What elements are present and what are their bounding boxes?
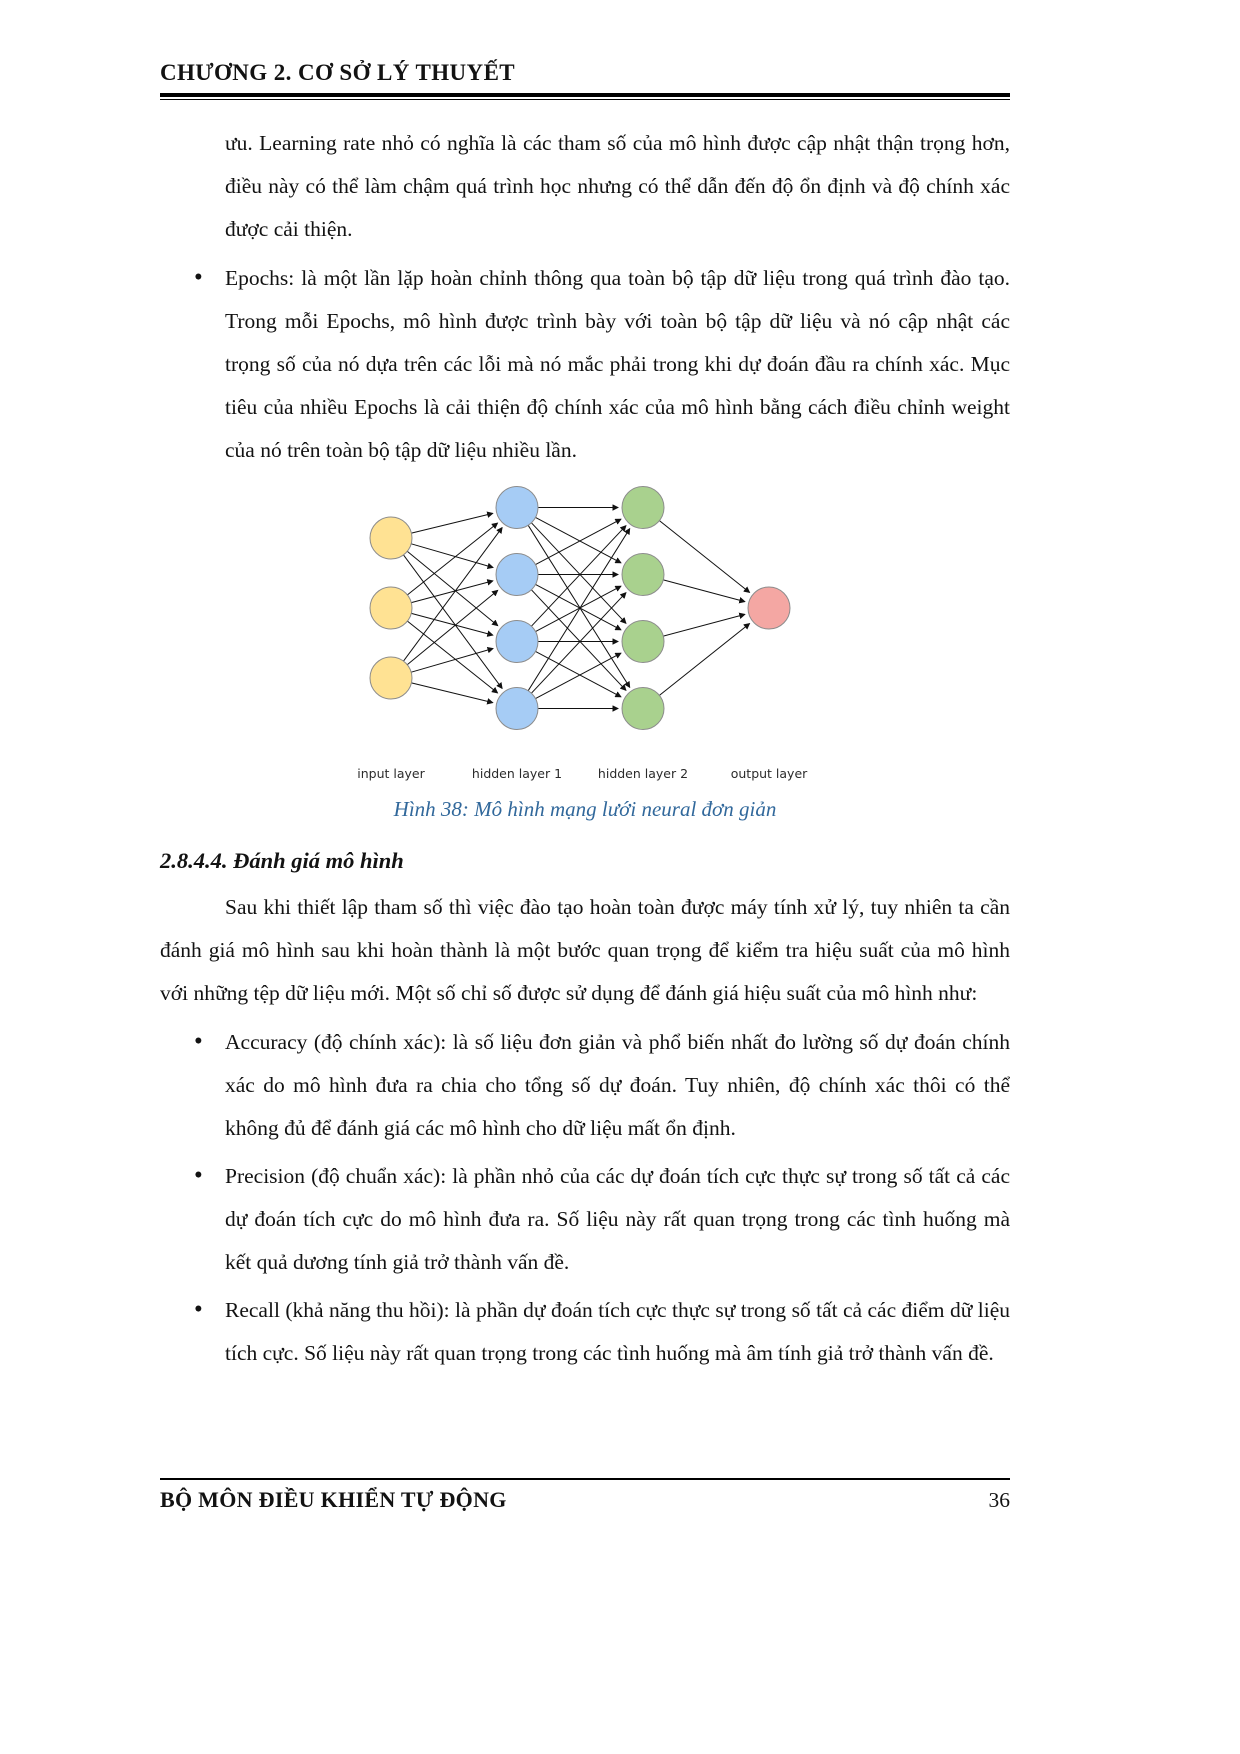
bullet-list-training (160, 257, 1010, 472)
header-rule (160, 93, 1010, 100)
paragraph-learning-rate: ưu. Learning rate nhỏ có nghĩa là các tham số của mô hình được cập nhật thận trọng hơn, điều này có thể làm chậm quá trình học nhưng có thể dẫn đến độ ổn định và độ chính xác được cải thiện. (225, 131, 1010, 241)
svg-text:input layer: input layer (357, 766, 425, 781)
figure-caption: Hình 38: Mô hình mạng lưới neural đơn giản (393, 797, 777, 821)
footer-department: BỘ MÔN ĐIỀU KHIỂN TỰ ĐỘNG (160, 1487, 507, 1512)
section-heading: 2.8.4.4. Đánh giá mô hình (160, 848, 404, 873)
bullet-precision: • Precision (độ chuẩn xác): là phần nhỏ của các dự đoán tích cực thực sự trong số tất cả các dự đoán tích cực do mô hình đưa ra. Số liệu này rất quan trọng trong các tình huống mà kết quả dương tính giả trở thành vấn đề. (225, 1155, 1010, 1284)
bullet-accuracy: • Accuracy (độ chính xác): là số liệu đơn giản và phổ biến nhất đo lường số dự đoán chính xác do mô hình đưa ra chia cho tổng số dự đoán. Tuy nhiên, độ chính xác thôi có thể không đủ để đánh giá các mô hình cho dữ liệu mất ổn định. (225, 1021, 1010, 1150)
bullet-list-metrics (160, 1021, 1010, 1375)
neural-network-diagram (345, 480, 825, 784)
bullet-epochs: • Epochs: là một lần lặp hoàn chỉnh thông qua toàn bộ tập dữ liệu trong quá trình đào tạo. Trong mỗi Epochs, mô hình được trình bày với toàn bộ tập dữ liệu và nó cập nhật các trọng số của nó dựa trên các lỗi mà nó mắc phải trong khi dự đoán đầu ra chính xác. Mục tiêu của nhiều Epochs là cải thiện độ chính xác của mô hình bằng cách điều chỉnh weight của nó trên toàn bộ tập dữ liệu nhiều lần. (225, 257, 1010, 472)
svg-text:hidden layer 2: hidden layer 2 (597, 766, 689, 781)
svg-text:hidden layer 1: hidden layer 1 (471, 766, 563, 781)
neural-network-figure (160, 480, 1010, 822)
page-header (160, 60, 1010, 100)
page-footer (160, 1478, 1010, 1513)
page-number: 36 (988, 1488, 1010, 1512)
svg-text:output layer: output layer (730, 766, 808, 781)
page-body (160, 122, 1010, 1375)
chapter-header-title: CHƯƠNG 2. CƠ SỞ LÝ THUYẾT (160, 60, 516, 85)
paragraph-evaluation: Sau khi thiết lập tham số thì việc đào tạo hoàn toàn được máy tính xử lý, tuy nhiên ta cần đánh giá mô hình sau khi hoàn thành là một bước quan trọng để kiểm tra hiệu suất của mô hình với những tệp dữ liệu mới. Một số chỉ số được sử dụng để đánh giá hiệu suất của mô hình như: (160, 895, 1010, 1005)
bullet-recall: • Recall (khả năng thu hồi): là phần dự đoán tích cực thực sự trong số tất cả các điểm dữ liệu tích cực. Số liệu này rất quan trọng trong các tình huống mà âm tính giả trở thành vấn đề. (225, 1289, 1010, 1375)
